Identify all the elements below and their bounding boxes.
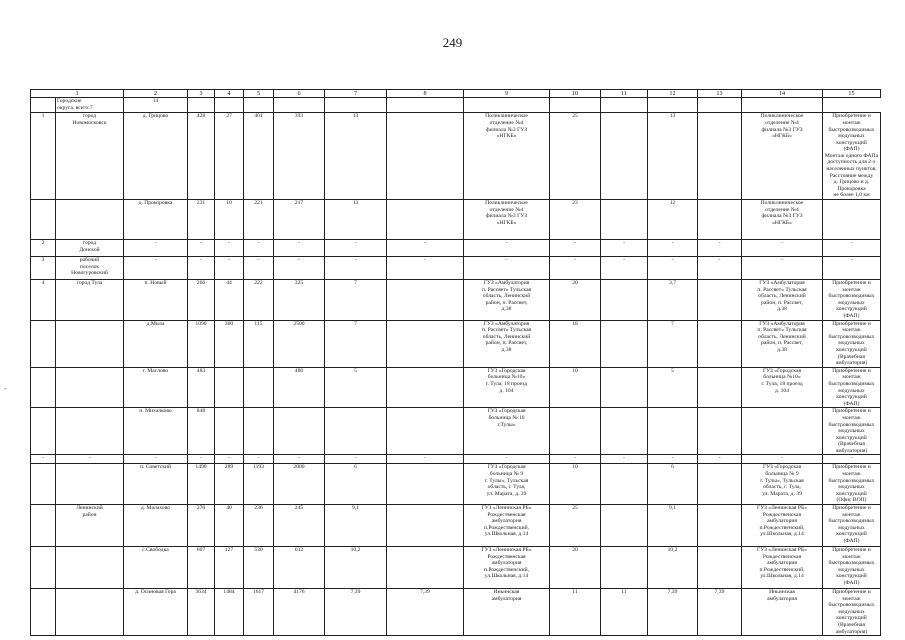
table-cell: [56, 367, 124, 408]
table-cell: 848: [188, 408, 215, 455]
table-cell: [56, 320, 124, 367]
table-cell: ГУЗ «Городская больница № 10 г.Тулы»: [464, 408, 550, 455]
table-cell: -: [188, 257, 215, 280]
table-cell: 276: [188, 505, 215, 547]
table-row: [31, 408, 881, 455]
table-row: [31, 280, 881, 321]
table-cell: -: [698, 240, 742, 257]
table-cell: Приобретение и монтаж быстровозводимых модульных конструкций (ФАП): [823, 367, 881, 408]
table-cell: 20: [550, 547, 601, 589]
table-cell: 10: [215, 200, 244, 240]
table-cell: город Новомосковск: [56, 113, 124, 200]
table-cell: 40: [215, 505, 244, 547]
table-cell: 13: [325, 200, 387, 240]
table-cell: [31, 589, 56, 636]
table-cell: [698, 113, 742, 200]
table-cell: [698, 547, 742, 589]
table-row: [31, 455, 881, 464]
table-cell: [56, 547, 124, 589]
table-cell: ГУЗ «Ленинская РБ» Рождественская амбулатория п.Рождественский, ул.Школьная, д.14: [464, 547, 550, 589]
table-cell: -: [550, 240, 601, 257]
table-cell: Приобретение и монтаж быстровозводимых модульных конструкций (Врачебная амбулатория): [823, 408, 881, 455]
header-cell: 15: [823, 90, 881, 98]
table-cell: 289: [215, 464, 244, 505]
table-cell: д. Прокоровка: [124, 200, 188, 240]
table-cell: [387, 505, 464, 547]
table-cell: ГУЗ «Амбулатория п. Рассвет» Тульская область, Ленинский район, п. Рассвет, д.38: [742, 280, 823, 321]
table-cell: -: [244, 240, 274, 257]
table-cell: п. Михалково: [124, 408, 188, 455]
table-cell: 7: [325, 320, 387, 367]
table-cell: -: [823, 257, 881, 280]
table-cell: [56, 200, 124, 240]
page-number: 249: [442, 35, 463, 50]
table-cell: -: [742, 257, 823, 280]
table-row: [31, 505, 881, 547]
table-cell: 2: [31, 240, 56, 257]
table-cell: ГУЗ «Амбулатория п. Рассвет» Тульская область, Ленинский район, п. Рассвет, д.38: [464, 320, 550, 367]
table-cell: город Донской: [56, 240, 124, 257]
table-cell: 7: [325, 280, 387, 321]
table-cell: 20: [550, 280, 601, 321]
table-cell: -: [387, 240, 464, 257]
header-cell: 13: [698, 90, 742, 98]
header-cell: 4: [215, 90, 244, 98]
header-cell: 7: [325, 90, 387, 98]
table-cell: -: [274, 455, 325, 464]
table-cell: Поликлиническое отделение №4 филиала №3 ГУЗ «НГКБ»: [464, 113, 550, 200]
table-cell: Приобретение и монтаж быстровозводимых модульных конструкций (Врачебная амбулатория): [823, 589, 881, 636]
table-cell: ГУЗ «Амбулатория п. Рассвет» Тульская область, Ленинский район, п. Рассвет, д.38: [742, 320, 823, 367]
table-cell: 23: [550, 200, 601, 240]
table-cell: -: [464, 240, 550, 257]
table-cell: [698, 200, 742, 240]
table-cell: [601, 200, 648, 240]
table-cell: Приобретение и монтаж быстровозводимых модульных конструкций (ФАП): [823, 280, 881, 321]
table-cell: 401: [244, 113, 274, 200]
table-cell: [31, 320, 56, 367]
table-cell: -: [325, 455, 387, 464]
table-cell: [648, 98, 698, 113]
table-cell: [31, 408, 56, 455]
table-cell: Иньинская амбулатория: [742, 589, 823, 636]
table-cell: -: [648, 257, 698, 280]
table-row: [31, 98, 881, 113]
table-cell: [31, 200, 56, 240]
table-cell: -: [124, 257, 188, 280]
table-cell: [31, 464, 56, 505]
table-cell: 221: [244, 200, 274, 240]
table-cell: 12: [648, 200, 698, 240]
table-cell: 11: [550, 589, 601, 636]
table-cell: -: [464, 257, 550, 280]
header-cell: 8: [387, 90, 464, 98]
table-cell: [188, 98, 215, 113]
table-cell: [244, 98, 274, 113]
header-cell: 10: [550, 90, 601, 98]
table-cell: [387, 113, 464, 200]
table-row: [31, 240, 881, 257]
table-cell: 530: [244, 547, 274, 589]
table-cell: -: [56, 455, 124, 464]
table-cell: 1490: [188, 464, 215, 505]
table-row: [31, 320, 881, 367]
table-cell: 266: [188, 280, 215, 321]
table-cell: [244, 408, 274, 455]
table-cell: 7,39: [698, 589, 742, 636]
table-cell: -: [274, 240, 325, 257]
table-cell: 1090: [188, 320, 215, 367]
table-cell: Приобретение и монтаж быстровозводимых модульных конструкций (ФАП): [823, 505, 881, 547]
table-cell: 632: [274, 547, 325, 589]
table-cell: [215, 408, 244, 455]
header-cell: 2: [124, 90, 188, 98]
table-cell: [601, 505, 648, 547]
table-cell: [274, 98, 325, 113]
table-cell: [325, 98, 387, 113]
table-cell: 3,7: [648, 280, 698, 321]
header-cell: 14: [742, 90, 823, 98]
table-cell: д.Мыза: [124, 320, 188, 367]
table-cell: [550, 408, 601, 455]
table-cell: 5: [325, 367, 387, 408]
table-cell: [648, 408, 698, 455]
table-cell: 10: [550, 464, 601, 505]
table-cell: 10,2: [325, 547, 387, 589]
table-row: [31, 464, 881, 505]
table-cell: -: [387, 455, 464, 464]
table-cell: д. Осиновая Гора: [124, 589, 188, 636]
table-cell: 4: [31, 280, 56, 321]
table-cell: 44: [215, 280, 244, 321]
table-cell: Городские округа, всего:7: [56, 98, 124, 113]
table-cell: [387, 547, 464, 589]
table-cell: -: [823, 240, 881, 257]
header-cell: 6: [274, 90, 325, 98]
table-cell: Приобретение и монтаж быстровозводимых модульных конструкций (Офис ВОП): [823, 464, 881, 505]
table-cell: 11: [601, 589, 648, 636]
table-cell: Ленинский район: [56, 505, 124, 547]
table-cell: -: [31, 455, 56, 464]
table-cell: [387, 464, 464, 505]
table-cell: 607: [188, 547, 215, 589]
table-cell: 217: [274, 200, 325, 240]
table-cell: Поликлиническое отделение №4 филиала №3 ГУЗ «НГКБ»: [742, 113, 823, 200]
table-cell: [387, 200, 464, 240]
table-cell: Приобретение и монтаж быстровозводимых модульных конструкций (ФАП) Монтаж одного ФАПа доступность для 2-х населенных пунктов. Расстояние между д. Грицово и д. Прокоровка не более 1,0 км: [823, 113, 881, 200]
table-cell: ГУЗ «Городская больница №10» г. Тула, 18 проезд д. 104: [464, 367, 550, 408]
table-cell: -: [325, 257, 387, 280]
table-cell: [742, 98, 823, 113]
table-cell: 7,39: [648, 589, 698, 636]
table-cell: [698, 280, 742, 321]
table-cell: [698, 367, 742, 408]
table-cell: 127: [215, 547, 244, 589]
table-cell: 10: [550, 367, 601, 408]
table-cell: -: [244, 257, 274, 280]
table-cell: 3634: [188, 589, 215, 636]
table-cell: рабочий поселок Новогуровский: [56, 257, 124, 280]
table-cell: 9,1: [648, 505, 698, 547]
table-cell: 25: [550, 113, 601, 200]
table-cell: [601, 280, 648, 321]
table-cell: 2500: [274, 320, 325, 367]
table-cell: -: [215, 257, 244, 280]
table-cell: Поликлиническое отделение №4 филиала №3 ГУЗ «НГКБ»: [464, 200, 550, 240]
table-cell: 13: [648, 113, 698, 200]
header-cell: 11: [601, 90, 648, 98]
table-cell: [742, 408, 823, 455]
table-cell: 7,39: [387, 589, 464, 636]
table-cell: -: [742, 240, 823, 257]
table-cell: 18: [550, 320, 601, 367]
table-cell: п. Советский: [124, 464, 188, 505]
table-cell: [601, 547, 648, 589]
table-cell: -: [244, 455, 274, 464]
table-cell: 428: [188, 113, 215, 200]
table-cell: [601, 408, 648, 455]
table-cell: [215, 98, 244, 113]
table-cell: [387, 367, 464, 408]
table-cell: д. Грицово: [124, 113, 188, 200]
table-cell: [31, 98, 56, 113]
table-cell: [464, 98, 550, 113]
table-cell: ГУЗ «Городская больница № 9 г. Тулы», Тульская область, г. Тула, ул. Марата, д. 39: [464, 464, 550, 505]
table-cell: ГУЗ «Городская больница №10» г. Тула, 18 проезд д. 104: [742, 367, 823, 408]
table-cell: 236: [244, 505, 274, 547]
table-cell: г. Маслово: [124, 367, 188, 408]
table-cell: -: [601, 257, 648, 280]
table-cell: ГУЗ «Ленинская РБ» Рождественская амбулатория п.Рождественский, ул.Школьная, д.14: [742, 505, 823, 547]
table-cell: [244, 367, 274, 408]
table-row: [31, 589, 881, 636]
header-cell: 12: [648, 90, 698, 98]
table-cell: [387, 98, 464, 113]
table-cell: [601, 464, 648, 505]
table-cell: [698, 408, 742, 455]
table-row: [31, 547, 881, 589]
table-cell: -: [325, 240, 387, 257]
table-cell: [56, 408, 124, 455]
table-cell: Приобретение и монтаж быстровозводимых модульных конструкций (Врачебная амбулатория): [823, 320, 881, 367]
table-cell: 5: [648, 367, 698, 408]
table-cell: -: [698, 455, 742, 464]
table-cell: [325, 408, 387, 455]
table-cell: [550, 98, 601, 113]
table-cell: 325: [274, 280, 325, 321]
table-cell: 13: [325, 113, 387, 200]
table-cell: ГУЗ «Городская больница № 9 г. Тулы», Тульская область, г. Тула, ул. Марата, д. 39: [742, 464, 823, 505]
table-cell: -: [550, 257, 601, 280]
table-cell: -: [274, 257, 325, 280]
table-cell: 245: [274, 505, 325, 547]
table-cell: 1193: [244, 464, 274, 505]
header-row: [31, 90, 881, 98]
table-cell: [601, 113, 648, 200]
table-row: [31, 367, 881, 408]
table-cell: 2000: [274, 464, 325, 505]
header-cell: 9: [464, 90, 550, 98]
table-cell: 115: [244, 320, 274, 367]
data-table: [30, 89, 881, 636]
table-cell: [56, 464, 124, 505]
table-cell: 6: [325, 464, 387, 505]
table-cell: 1617: [244, 589, 274, 636]
table-cell: Иньинская амбулатория: [464, 589, 550, 636]
table-cell: 9,1: [325, 505, 387, 547]
table-cell: п. Новый: [124, 280, 188, 321]
table-cell: [274, 408, 325, 455]
table-cell: Приобретение и монтаж быстровозводимых модульных конструкций (ФАП): [823, 547, 881, 589]
table-cell: -: [215, 455, 244, 464]
header-cell: 1: [31, 90, 124, 98]
table-cell: ГУЗ «Ленинская РБ» Рождественская амбулатория п.Рождественский, ул.Школьная, д.14: [464, 505, 550, 547]
table-row: [31, 200, 881, 240]
table-cell: -: [648, 455, 698, 464]
table-cell: 14: [124, 98, 188, 113]
table-row: [31, 113, 881, 200]
table-cell: 231: [188, 200, 215, 240]
table-cell: [823, 200, 881, 240]
table-cell: [387, 280, 464, 321]
table-cell: ГУЗ «Ленинская РБ» Рождественская амбулатория п.Рождественский, ул.Школьная, д.14: [742, 547, 823, 589]
table-cell: [31, 505, 56, 547]
table-cell: город Тула: [56, 280, 124, 321]
table-cell: 1: [31, 113, 56, 200]
table-cell: [698, 464, 742, 505]
table-cell: -: [698, 257, 742, 280]
table-cell: [56, 589, 124, 636]
table-cell: [601, 320, 648, 367]
table-cell: 222: [244, 280, 274, 321]
margin-mark: -: [4, 384, 7, 393]
table-cell: -: [601, 455, 648, 464]
table-cell: [31, 547, 56, 589]
table-cell: 10,2: [648, 547, 698, 589]
table-cell: -: [387, 257, 464, 280]
table-cell: [215, 367, 244, 408]
table-cell: с.Свободка: [124, 547, 188, 589]
table-cell: 393: [274, 113, 325, 200]
table-cell: 483: [188, 367, 215, 408]
table-cell: [698, 505, 742, 547]
table-cell: -: [215, 240, 244, 257]
table-cell: [387, 320, 464, 367]
table-cell: -: [823, 455, 881, 464]
table-cell: д. Малахово: [124, 505, 188, 547]
table-cell: [698, 98, 742, 113]
table-cell: ГУЗ «Амбулатория п. Рассвет» Тульская область, Ленинский район, п. Рассвет, д.38: [464, 280, 550, 321]
table-cell: -: [188, 455, 215, 464]
table-row: [31, 257, 881, 280]
header-cell: 5: [244, 90, 274, 98]
table-cell: 6: [648, 464, 698, 505]
table-cell: -: [648, 240, 698, 257]
table-cell: 480: [274, 367, 325, 408]
table-cell: 27: [215, 113, 244, 200]
table-cell: 4176: [274, 589, 325, 636]
table-cell: [698, 320, 742, 367]
table-cell: [601, 367, 648, 408]
table-cell: -: [550, 455, 601, 464]
table-cell: -: [188, 240, 215, 257]
table-cell: -: [601, 240, 648, 257]
table-cell: [31, 367, 56, 408]
table-cell: 25: [550, 505, 601, 547]
table-cell: [601, 98, 648, 113]
table-cell: Поликлиническое отделение №4 филиала №3 ГУЗ «НГКБ»: [742, 200, 823, 240]
table-cell: -: [742, 455, 823, 464]
table-cell: [387, 408, 464, 455]
table-cell: -: [124, 455, 188, 464]
table-cell: -: [124, 240, 188, 257]
header-cell: 3: [188, 90, 215, 98]
table-cell: -: [464, 455, 550, 464]
table-cell: 1484: [215, 589, 244, 636]
table-cell: 7: [648, 320, 698, 367]
table-cell: 3: [31, 257, 56, 280]
table-cell: 7,39: [325, 589, 387, 636]
table-cell: 300: [215, 320, 244, 367]
